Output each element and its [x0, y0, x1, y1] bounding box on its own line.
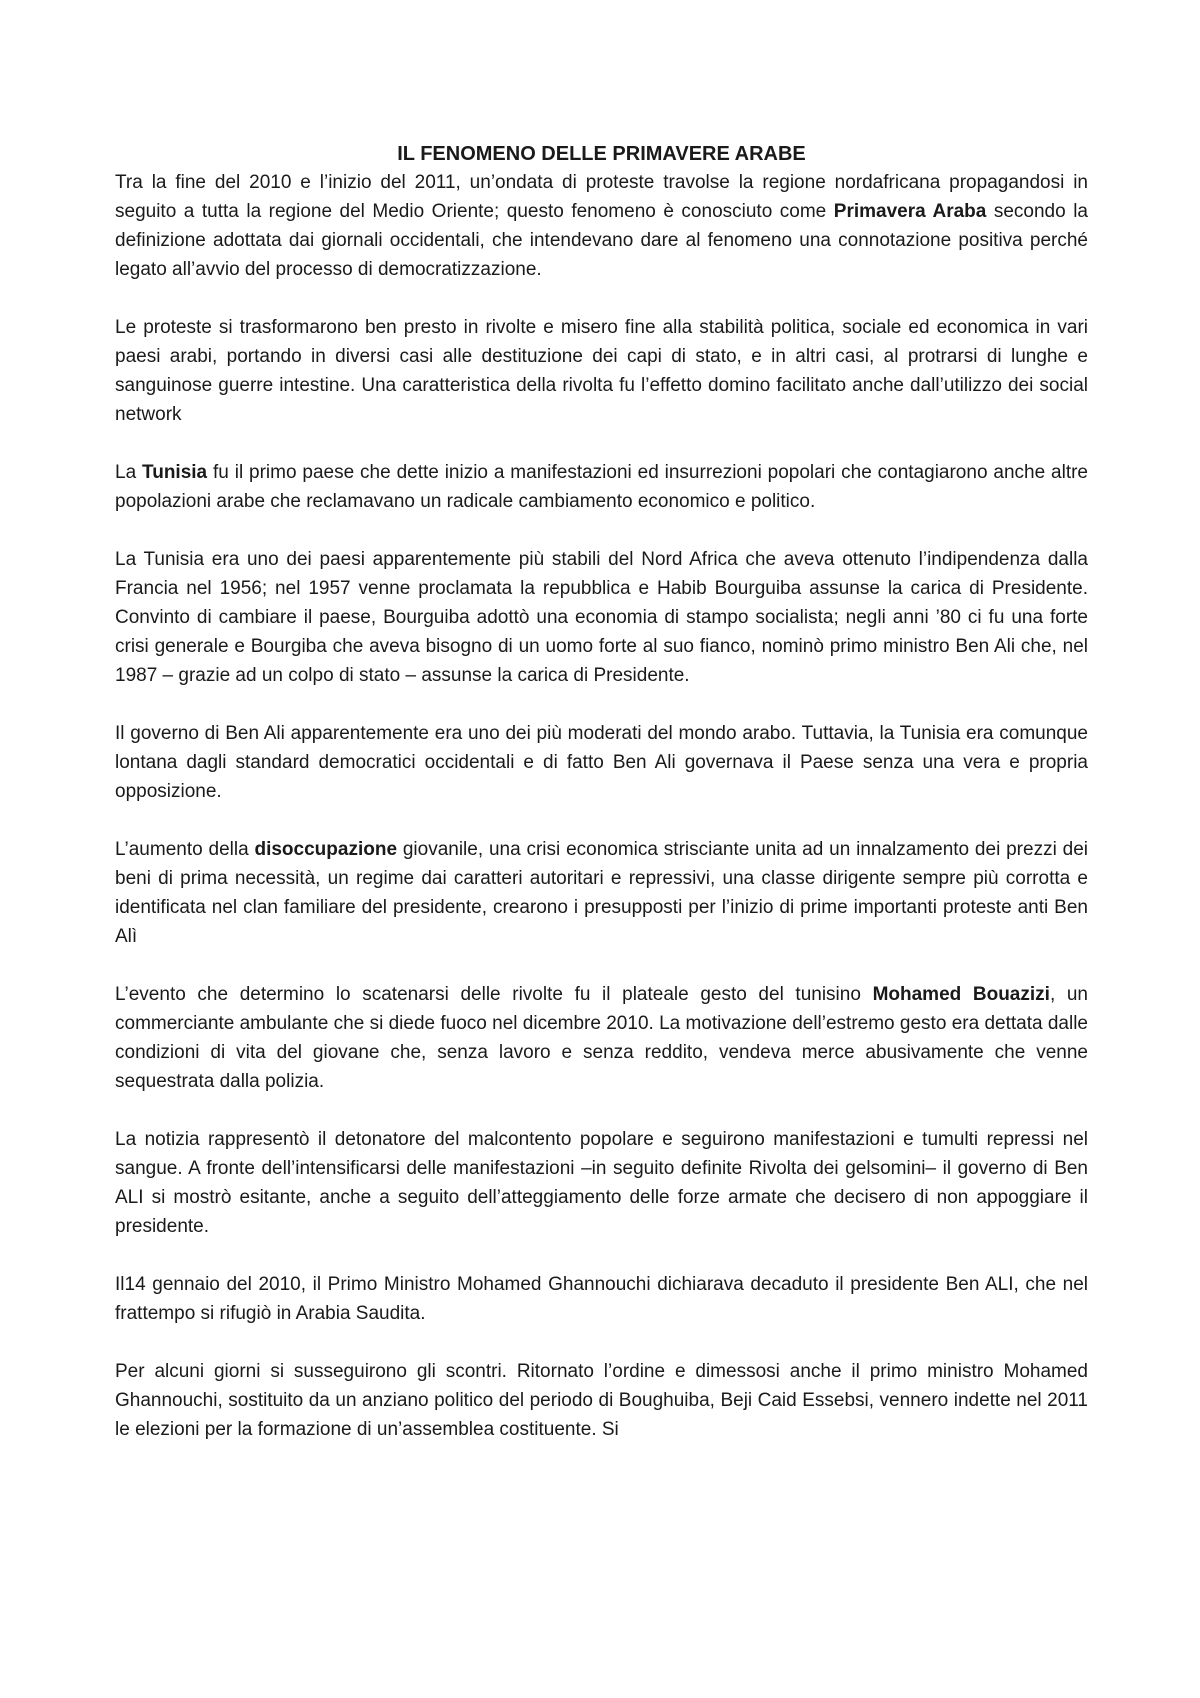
paragraph-text: , un commerciante ambulante che si diede fuoco nel dicembre 2010. La motivazione dell’estremo gesto era dettata dalle condizioni di vita del giovane che, senza lavoro e senza reddito, vendeva merce abusivamente che venne sequestrata dalla polizia. — [115, 984, 1088, 1092]
bold-text: Tunisia — [142, 462, 208, 483]
paragraph — [115, 168, 1088, 284]
paragraph-text: La Tunisia era uno dei paesi apparentemente più stabili del Nord Africa che aveva ottenuto l’indipendenza dalla Francia nel 1956; nel 1957 venne proclamata la repubblica e Habib Bourguiba assunse la carica di Presidente. Convinto di cambiare il paese, Bourguiba adottò una economia di stampo socialista; negli anni ’80 ci fu una forte crisi generale e Bourgiba che aveva bisogno di un uomo forte al suo fianco, nominò primo ministro Ben Ali che, nel 1987 – grazie ad un colpo di stato – assunse la carica di Presidente. — [115, 549, 1088, 686]
document-body — [115, 168, 1088, 1444]
paragraph — [115, 313, 1088, 429]
paragraph — [115, 980, 1088, 1096]
paragraph — [115, 458, 1088, 516]
paragraph-text: Il governo di Ben Ali apparentemente era uno dei più moderati del mondo arabo. Tuttavia, la Tunisia era comunque lontana dagli standard democratici occidentali e di fatto Ben Ali governava il Paese senza una vera e propria opposizione. — [115, 723, 1088, 802]
paragraph-text: Per alcuni giorni si susseguirono gli scontri. Ritornato l’ordine e dimessosi anche il primo ministro Mohamed Ghannouchi, sostituito da un anziano politico del periodo di Boughuiba, Beji Caid Essebsi, vennero indette nel 2011 le elezioni per la formazione di un’assemblea costituente. Si — [115, 1361, 1088, 1440]
paragraph-text: Le proteste si trasformarono ben presto in rivolte e misero fine alla stabilità politica, sociale ed economica in vari paesi arabi, portando in diversi casi alle destituzione dei capi di stato, e in altri casi, al protrarsi di lunghe e sanguinose guerre intestine. Una caratteristica della rivolta fu l’effetto domino facilitato anche dall’utilizzo dei social network — [115, 317, 1088, 425]
bold-text: disoccupazione — [254, 839, 398, 860]
paragraph — [115, 545, 1088, 690]
paragraph — [115, 835, 1088, 951]
paragraph — [115, 1357, 1088, 1444]
paragraph — [115, 719, 1088, 806]
paragraph — [115, 1270, 1088, 1328]
document-title: IL FENOMENO DELLE PRIMAVERE ARABE — [397, 143, 806, 165]
paragraph-text: secondo la definizione adottata dai giornali occidentali, che intendevano dare al fenomeno una connotazione positiva perché legato all’avvio del processo di democratizzazione. — [115, 201, 1088, 280]
paragraph-text: fu il primo paese che dette inizio a manifestazioni ed insurrezioni popolari che contagiarono anche altre popolazioni arabe che reclamavano un radicale cambiamento economico e politico. — [115, 462, 1088, 512]
paragraph-text: Il14 gennaio del 2010, il Primo Ministro Mohamed Ghannouchi dichiarava decaduto il presidente Ben ALI, che nel frattempo si rifugiò in Arabia Saudita. — [115, 1274, 1088, 1324]
document-page — [115, 140, 1088, 1444]
paragraph-text: L’evento che determino lo scatenarsi delle rivolte fu il plateale gesto del tunisino — [115, 984, 873, 1005]
paragraph-text: giovanile, una crisi economica strisciante unita ad un innalzamento dei prezzi dei beni di prima necessità, un regime dai caratteri autoritari e repressivi, una classe dirigente sempre più corrotta e identificata nel clan familiare del presidente, crearono i presupposti per l’inizio di prime importanti proteste anti Ben Alì — [115, 839, 1088, 947]
paragraph-text: L’aumento della — [115, 839, 255, 860]
bold-text: Primavera Araba — [833, 201, 987, 222]
paragraph-text: La notizia rappresentò il detonatore del malcontento popolare e seguirono manifestazioni e tumulti repressi nel sangue. A fronte dell’intensificarsi delle manifestazioni –in seguito definite Rivolta dei gelsomini– il governo di Ben ALI si mostrò esitante, anche a seguito dell’atteggiamento delle forze armate che decisero di non appoggiare il presidente. — [115, 1129, 1088, 1237]
paragraph-text: Tra la fine del 2010 e l’inizio del 2011, un’ondata di proteste travolse la regione nordafricana propagandosi in seguito a tutta la regione del Medio Oriente; questo fenomeno è conosciuto come — [115, 172, 1088, 222]
bold-text: Mohamed Bouazizi — [872, 984, 1050, 1005]
paragraph-text: La — [115, 462, 143, 483]
paragraph — [115, 1125, 1088, 1241]
